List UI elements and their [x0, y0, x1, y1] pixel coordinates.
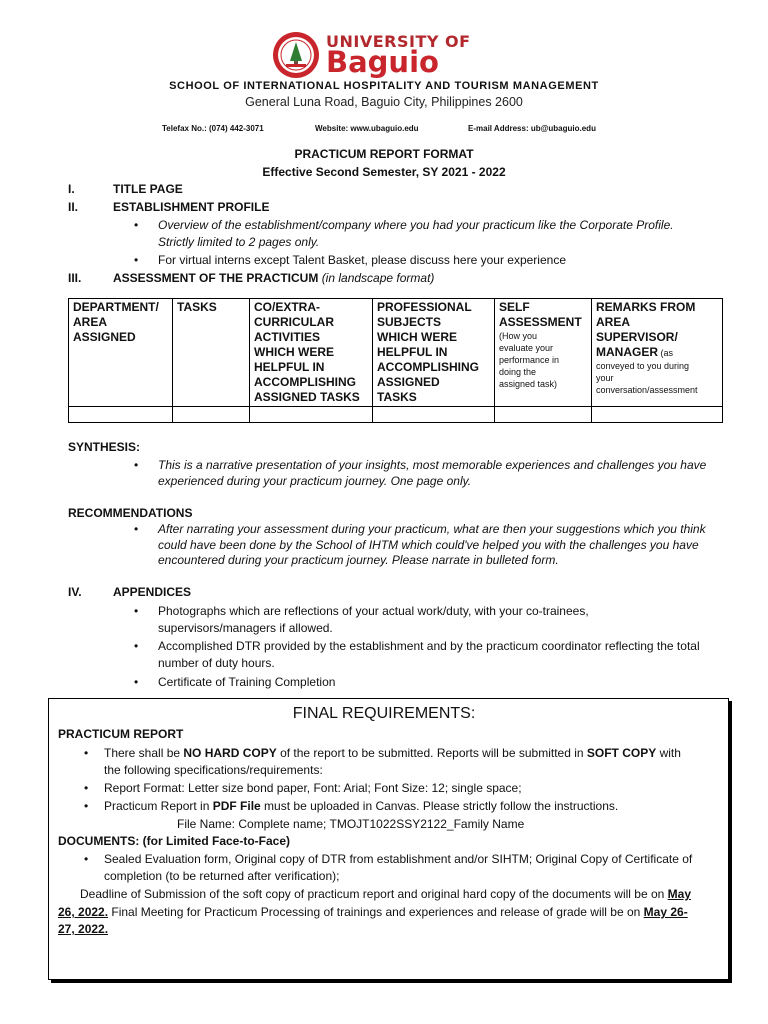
col-remarks: REMARKS FROM AREA SUPERVISOR/ MANAGER (as conveyed to you during your conversation/assessment — [592, 299, 723, 407]
bullet-icon: • — [84, 746, 89, 760]
bullet-icon: • — [134, 604, 139, 618]
synthesis-heading: SYNTHESIS: — [68, 440, 141, 454]
deadline-text-3: 27, 2022. — [58, 922, 109, 936]
website: Website: www.ubaguio.edu — [315, 124, 419, 133]
bullet-icon: • — [134, 218, 139, 232]
section-3-label: ASSESSMENT OF THE PRACTICUM — [113, 271, 319, 285]
bullet-icon: • — [84, 852, 89, 866]
document-title: PRACTICUM REPORT FORMAT — [294, 147, 474, 161]
school-address: General Luna Road, Baguio City, Philippines 2600 — [245, 95, 523, 109]
university-seal-icon — [272, 31, 320, 79]
recommendations-heading: RECOMMENDATIONS — [68, 506, 193, 520]
bullet-icon: • — [84, 781, 89, 795]
section-2-label: ESTABLISHMENT PROFILE — [113, 200, 270, 214]
col-tasks: TASKS — [173, 299, 250, 407]
university-name: Baguio — [326, 44, 439, 79]
appendix-item-3: Certificate of Training Completion — [158, 675, 336, 689]
file-name-format: File Name: Complete name; TMOJT1022SSY2122_Family Name — [177, 817, 525, 831]
assessment-table — [68, 298, 723, 423]
bullet-icon: • — [134, 458, 139, 472]
requirement-2: Report Format: Letter size bond paper, Font: Arial; Font Size: 12; single space; — [104, 781, 522, 795]
section-2-number: II. — [68, 200, 79, 214]
section-4-number: IV. — [68, 585, 82, 599]
col-department: DEPARTMENT/ AREA ASSIGNED — [69, 299, 173, 407]
deadline-text: Deadline of Submission of the soft copy of practicum report and original hard copy of the documents will be on May — [80, 887, 691, 901]
section-2-bullet-2: For virtual interns except Talent Basket, please discuss here your experience — [158, 253, 566, 267]
section-1-number: I. — [68, 182, 75, 196]
col-subjects: PROFESSIONAL SUBJECTS WHICH WERE HELPFUL IN ACCOMPLISHING ASSIGNED TASKS — [373, 299, 495, 407]
deadline-text-2: 26, 2022. Final Meeting for Practicum Processing of trainings and experiences and release of grade will be on May 26- — [58, 905, 688, 919]
email: E-mail Address: ub@ubaguio.edu — [468, 124, 596, 133]
section-3-heading — [113, 271, 434, 285]
appendix-item-2-cont: number of duty hours. — [158, 656, 275, 670]
col-self-assessment: SELF ASSESSMENT (How you evaluate your performance in doing the assigned task) — [495, 299, 592, 407]
recommendations-text-2: could have been done by the School of IHTM which could've helped you with the challenges you have — [158, 538, 699, 552]
recommendations-text: After narrating your assessment during your practicum, what are then your suggestions which you think — [158, 522, 706, 536]
section-2-bullet-1: Overview of the establishment/company where you had your practicum like the Corporate Profile. — [158, 218, 674, 232]
table-row — [69, 407, 723, 423]
section-1-label: TITLE PAGE — [113, 182, 183, 196]
documents-heading: DOCUMENTS: (for Limited Face-to-Face) — [58, 834, 291, 848]
section-2-bullet-1-cont: Strictly limited to 2 pages only. — [158, 235, 320, 249]
bullet-icon: • — [134, 253, 139, 267]
bullet-icon: • — [134, 675, 139, 689]
contact-line — [162, 124, 668, 133]
section-4-label: APPENDICES — [113, 585, 192, 599]
table-header-row — [69, 299, 723, 407]
synthesis-text-cont: experienced during your practicum journey. One page only. — [158, 474, 472, 488]
section-3-note: (in landscape format) — [321, 271, 435, 285]
recommendations-text-3: encountered during your practicum journey. Please narrate in bulleted form. — [158, 553, 559, 567]
bullet-icon: • — [84, 799, 89, 813]
documents-item: Sealed Evaluation form, Original copy of DTR from establishment and/or SIHTM; Original Copy of Certificate of — [104, 852, 693, 866]
documents-item-cont: completion (to be returned after verification); — [104, 869, 340, 883]
appendix-item-2: Accomplished DTR provided by the establishment and by the practicum coordinator reflecting the total — [158, 639, 700, 653]
col-activities: CO/EXTRA- CURRICULAR ACTIVITIES WHICH WERE HELPFUL IN ACCOMPLISHING ASSIGNED TASKS — [250, 299, 373, 407]
requirement-1-cont: the following specifications/requirements: — [104, 763, 323, 777]
bullet-icon: • — [134, 639, 139, 653]
requirement-1: There shall be NO HARD COPY of the report to be submitted. Reports will be submitted in SOFT COPY with — [104, 746, 681, 760]
section-3-number: III. — [68, 271, 82, 285]
university-logo — [272, 30, 471, 80]
school-name: SCHOOL OF INTERNATIONAL HOSPITALITY AND TOURISM MANAGEMENT — [169, 80, 599, 92]
bullet-icon: • — [134, 522, 139, 536]
requirement-3: Practicum Report in PDF File must be uploaded in Canvas. Please strictly follow the instructions. — [104, 799, 619, 813]
synthesis-text: This is a narrative presentation of your insights, most memorable experiences and challenges you have — [158, 458, 707, 472]
appendix-item-1: Photographs which are reflections of your actual work/duty, with your co-trainees, — [158, 604, 589, 618]
telefax: Telefax No.: (074) 442-3071 — [162, 124, 264, 133]
final-requirements-title: FINAL REQUIREMENTS: — [292, 705, 476, 722]
document-subtitle: Effective Second Semester, SY 2021 - 2022 — [262, 165, 506, 179]
university-label: UNIVERSITY OF — [326, 31, 471, 51]
practicum-report-heading: PRACTICUM REPORT — [58, 727, 184, 741]
appendix-item-1-cont: supervisors/managers if allowed. — [158, 621, 333, 635]
